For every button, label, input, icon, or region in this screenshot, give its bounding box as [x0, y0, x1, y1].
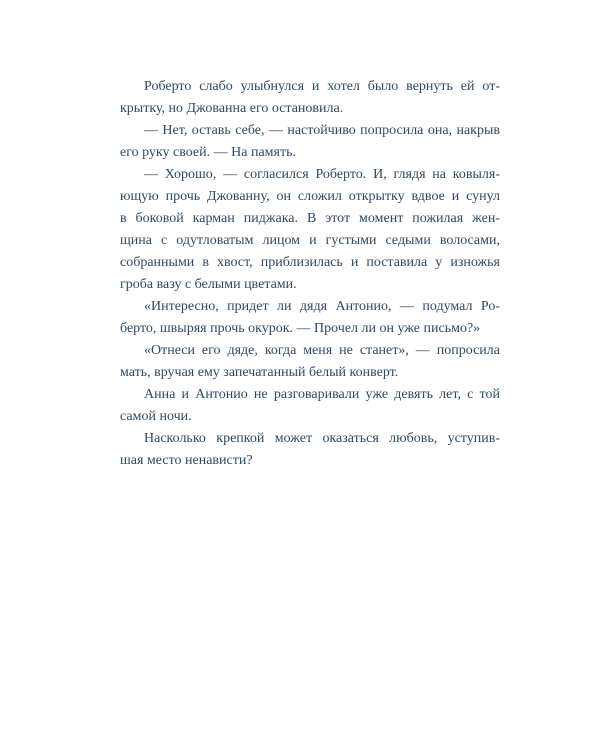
- text-line: собранными в хвост, приблизилась и поставила у изножья: [120, 255, 500, 270]
- text-line: мать, вручая ему запечатанный белый конверт.: [120, 365, 399, 380]
- text-line: ющую прочь Джованну, он сложил открытку вдвое и сунул: [120, 189, 500, 204]
- text-line: крытку, но Джованна его остановила.: [120, 101, 344, 116]
- text-line: гроба вазу с белыми цветами.: [120, 277, 297, 292]
- text-line: — Нет, оставь себе, — настойчиво попросила она, накрыв: [144, 123, 500, 138]
- text-line: Роберто слабо улыбнулся и хотел было вернуть ей от-: [144, 79, 500, 94]
- text-line: самой ночи.: [120, 409, 192, 424]
- text-line: Насколько крепкой может оказаться любовь, уступив-: [144, 431, 500, 446]
- text-line: щина с одутловатым лицом и густыми седыми волосами,: [120, 233, 500, 248]
- text-line: в боковой карман пиджака. В этот момент пожилая жен-: [120, 211, 500, 226]
- text-line: — Хорошо, — согласился Роберто. И, глядя на ковыля-: [144, 167, 500, 182]
- text-line: шая место ненависти?: [120, 453, 253, 468]
- body-text: [120, 76, 500, 472]
- text-line: «Отнеси его дяде, когда меня не станет», — попросила: [144, 343, 500, 358]
- text-line: берто, швыряя прочь окурок. — Прочел ли он уже письмо?»: [120, 321, 481, 336]
- text-line: «Интересно, придет ли дядя Антонио, — подумал Ро-: [144, 299, 500, 314]
- text-line: его руку своей. — На память.: [120, 145, 296, 160]
- text-line: Анна и Антонио не разговаривали уже девять лет, с той: [144, 387, 500, 402]
